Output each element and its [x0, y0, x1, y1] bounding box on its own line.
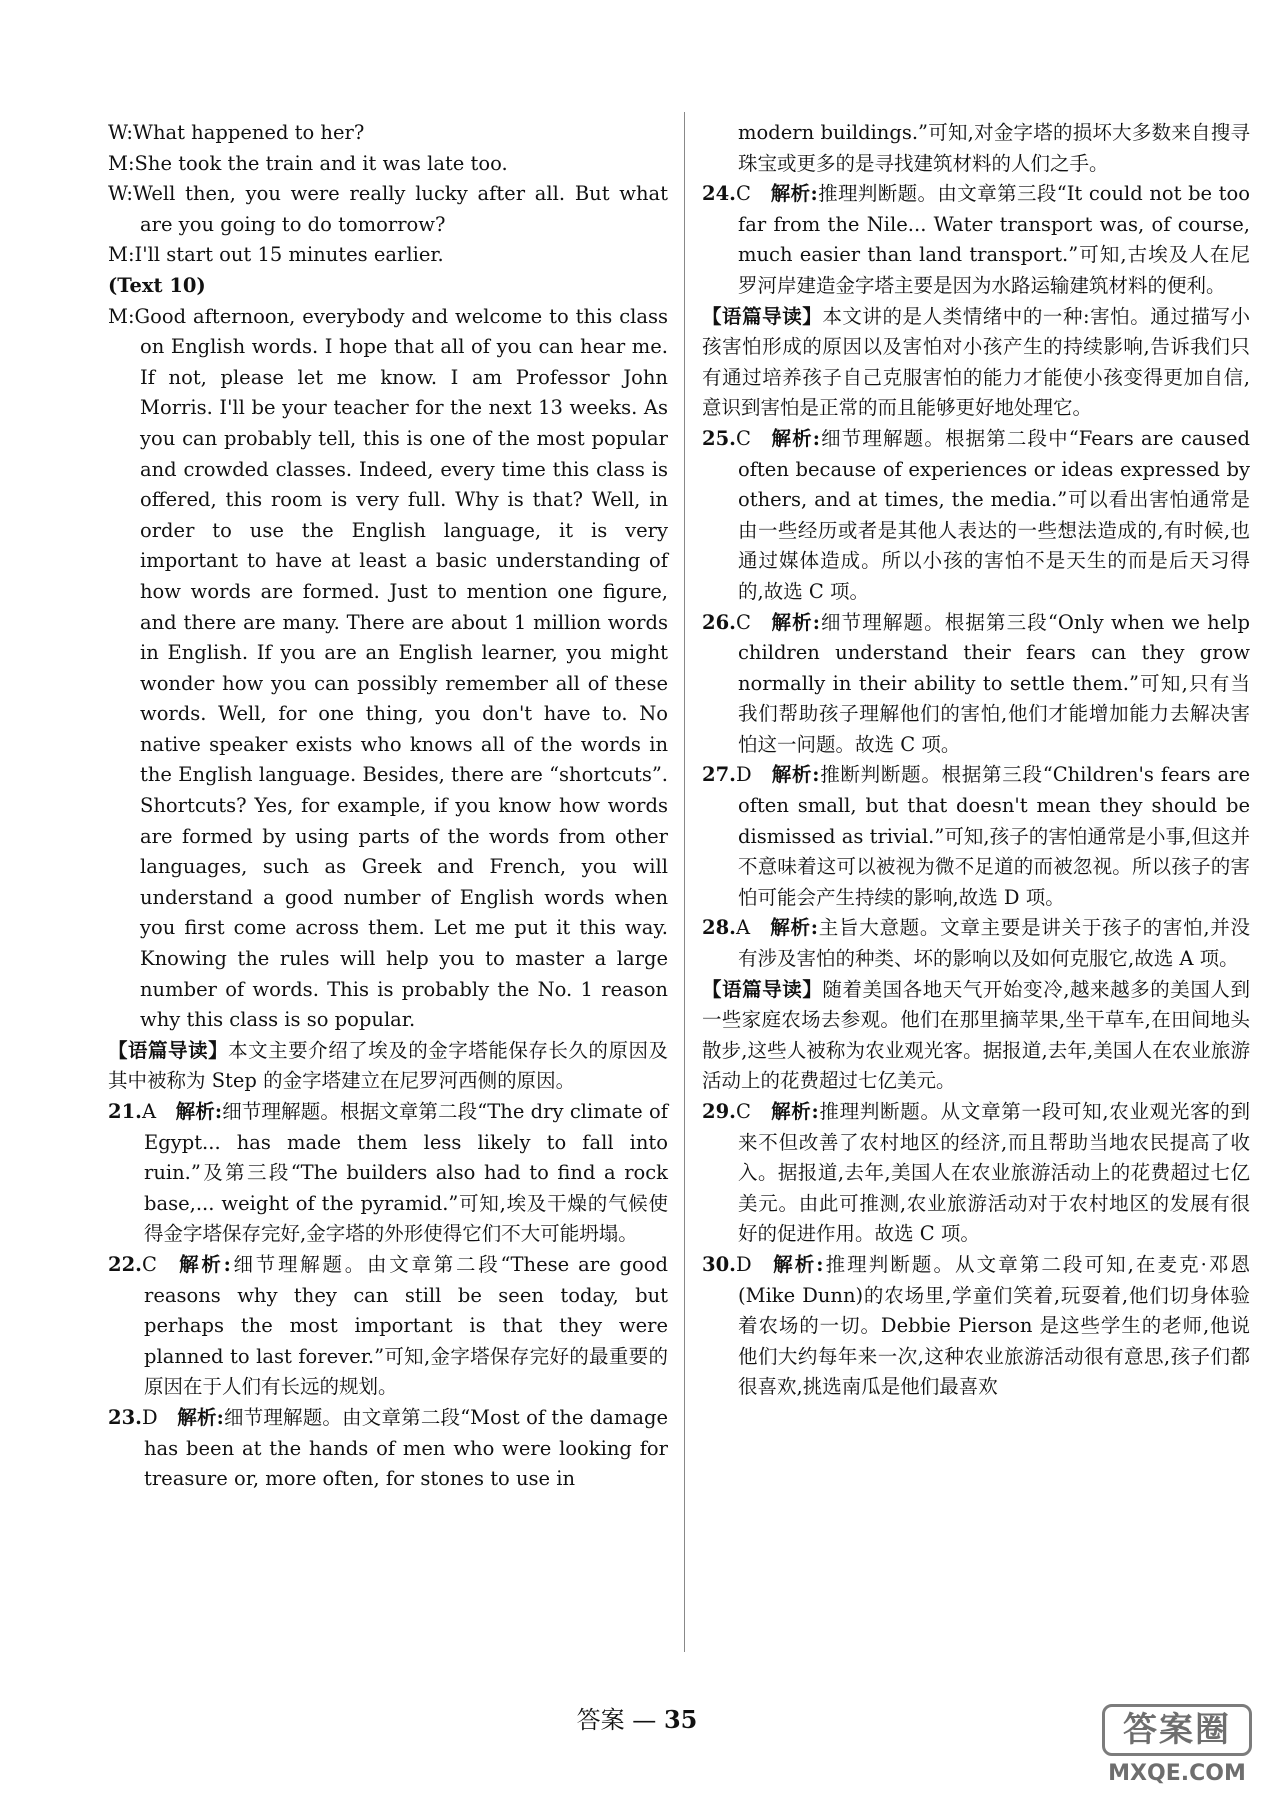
- dialog-text: She took the train and it was late too.: [134, 151, 508, 175]
- answer-text: 主旨大意题。文章主要是讲关于孩子的害怕,并没有涉及害怕的种类、坏的影响以及如何克服它,故选 A 项。: [738, 916, 1251, 971]
- answer-item: [702, 179, 1250, 301]
- page-number: 35: [663, 1705, 698, 1734]
- answer-text: 推理判断题。由文章第三段“It could not be too far from the Nile... Water transport was, of course, much easier than land transport.”可知,古埃及人在尼罗河岸建造金字塔主要是因为水路运输建筑材料的便利。: [738, 182, 1250, 297]
- guide-2: [702, 302, 1250, 424]
- answer-number: 25.: [702, 426, 736, 450]
- answers-right-a: [702, 179, 1250, 301]
- answers-right-b: [702, 424, 1250, 975]
- answer-item: [702, 760, 1250, 913]
- guide-2-text: 本文讲的是人类情绪中的一种:害怕。通过描写小孩害怕形成的原因以及害怕对小孩产生的持续影响,告诉我们只有通过培养孩子自己克服害怕的能力才能使小孩变得更加自信,意识到害怕是正常的而且能够更好地处理它。: [702, 304, 1250, 420]
- answer-number: 23.: [108, 1405, 142, 1429]
- dialog-line: [108, 149, 668, 180]
- answer-item: [702, 1250, 1250, 1403]
- footer-dash: —: [632, 1706, 657, 1734]
- answer-choice: C: [735, 610, 751, 634]
- answer-item: [108, 1250, 668, 1403]
- answer-number: 24.: [702, 182, 736, 206]
- answer-text: 细节理解题。根据第二段中“Fears are caused often because of experiences or ideas expressed by others, and at times, the media.”可以看出害怕通常是由一些经历或者是其他人表达的一些想法造成的,有时候,也通过媒体造成。所以小孩的害怕不是天生的而是后天习得的,故选 C 项。: [738, 426, 1251, 603]
- guide-1-tag: 【语篇导读】: [108, 1038, 229, 1062]
- watermark-logo: [1102, 1704, 1252, 1796]
- answer-label: 解析:: [175, 1100, 223, 1123]
- dialog-speaker: W:: [108, 182, 133, 206]
- guide-1-text: 本文主要介绍了埃及的金字塔能保存长久的原因及其中被称为 Step 的金字塔建立在尼罗河西侧的原因。: [108, 1038, 668, 1093]
- dialog-text: Well then, you were really lucky after all. But what are you going to do tomorrow?: [132, 182, 668, 236]
- answer-label: 解析:: [770, 182, 818, 206]
- text10-body: Good afternoon, everybody and welcome to this class on English words. I hope that all of you can hear me. If not, please let me know. I am Professor John Morris. I'll be your teacher for the next 13 weeks. As you can probably tell, this is one of the most popular and crowded classes. Indeed, every time this class is offered, this room is very full. Why is that? Well, in order to use the English language, it is very important to have at least a basic understanding of how words are formed. Just to mention one figure, and there are many. There are about 1 million words in English. If you are an English learner, you might wonder how you can possibly remember all of these words. Well, for one thing, you don't have to. No native speaker exists who knows all of the words in the English language. Besides, there are “shortcuts”. Shortcuts? Yes, for example, if you know how words are formed by using parts of the words from other languages, such as Greek and French, you will understand a good number of English words when you first come across them. Let me put it this way. Knowing the rules will help you to master a large number of words. This is probably the No. 1 reason why this class is so popular.: [134, 304, 668, 1032]
- answer-item: [702, 424, 1250, 608]
- answer-choice: D: [735, 763, 752, 787]
- answer-label: 解析:: [770, 1100, 819, 1123]
- answer-item: [108, 1403, 668, 1495]
- dialog-line: [108, 179, 668, 240]
- text10-header: (Text 10): [108, 273, 206, 297]
- column-divider: [684, 112, 685, 1652]
- answer-choice: A: [141, 1100, 157, 1123]
- dialog-speaker: W:: [108, 121, 133, 144]
- answer-text: 细节理解题。根据第三段“Only when we help children understand their fears can they grow normally in their ability to settle them.”可知,只有当我们帮助孩子理解他们的害怕,他们才能增加能力去解决害怕这一问题。故选 C 项。: [738, 610, 1250, 756]
- answer-choice: C: [735, 426, 751, 450]
- answer-label: 解析:: [771, 1252, 824, 1276]
- dialog-line: [108, 118, 668, 149]
- answer-text: 细节理解题。根据文章第二段“The dry climate of Egypt... has made them less likely to fall into ruin.”及第三段“The builders also had to find a rock base,... weight of the pyramid.”可知,埃及干燥的气候使得金字塔保存完好,金字塔的外形使得它们不大可能坍塌。: [144, 1100, 668, 1246]
- answer-number: 29.: [702, 1100, 736, 1123]
- answer-label: 解析:: [769, 916, 818, 940]
- answer-item: [702, 608, 1250, 761]
- guide-2-tag: 【语篇导读】: [702, 304, 823, 328]
- answer-label: 解析:: [770, 610, 820, 634]
- dialog-text: I'll start out 15 minutes earlier.: [134, 243, 444, 267]
- left-column: [108, 118, 668, 1495]
- right-column: [702, 118, 1250, 1403]
- guide-3-tag: 【语篇导读】: [702, 977, 823, 1001]
- dialog-speaker: M:: [108, 151, 135, 175]
- answer-number: 28.: [702, 916, 736, 940]
- dialog-text: What happened to her?: [132, 121, 365, 144]
- dialog-block: [108, 118, 668, 271]
- answer-number: 26.: [702, 610, 736, 634]
- answer-choice: A: [735, 916, 751, 940]
- text10-speaker: M:: [108, 304, 135, 328]
- dialog-speaker: M:: [108, 243, 135, 267]
- guide-3: [702, 975, 1250, 1097]
- dialog-line: [108, 240, 668, 271]
- text10-paragraph: [108, 302, 668, 1036]
- answer-23-continuation: modern buildings.”可知,对金字塔的损坏大多数来自搜寻珠宝或更多的是寻找建筑材料的人们之手。: [738, 121, 1250, 175]
- answer-choice: D: [141, 1405, 158, 1429]
- answer-label: 解析:: [177, 1405, 224, 1429]
- answer-text: 推理判断题。从文章第一段可知,农业观光客的到来不但改善了农村地区的经济,而且帮助当地农民提高了收入。据报道,去年,美国人在农业旅游活动上的花费超过七亿美元。由此可推测,农业旅游活动对于农村地区的发展有很好的促进作用。故选 C 项。: [738, 1100, 1250, 1246]
- answer-item: [702, 913, 1250, 974]
- answer-number: 30.: [702, 1252, 736, 1276]
- answer-label: 解析:: [176, 1252, 231, 1276]
- answer-text: 推断判断题。根据第三段“Children's fears are often small, but that doesn't mean they should be dismissed as trivial.”可知,孩子的害怕通常是小事,但这并不意味着这可以被视为微不足道的而被忽视。所以孩子的害怕可能会产生持续的影响,故选 D 项。: [738, 763, 1250, 909]
- answer-choice: C: [735, 1100, 751, 1123]
- answer-choice: C: [141, 1252, 157, 1276]
- answer-text: 细节理解题。由文章第二段“Most of the damage has been at the hands of men who were looking for treasure or, more often, for stones to use in: [144, 1405, 668, 1491]
- answer-choice: C: [735, 182, 751, 206]
- page-footer: [0, 1700, 1274, 1735]
- answer-number: 27.: [702, 763, 736, 787]
- answer-number: 21.: [108, 1100, 142, 1123]
- watermark-bottom: MXQE.COM: [1108, 1761, 1246, 1786]
- answers-left: [108, 1097, 668, 1495]
- answer-item: [702, 1097, 1250, 1250]
- answer-number: 22.: [108, 1252, 142, 1276]
- answer-label: 解析:: [770, 426, 820, 450]
- footer-label: 答案: [576, 1706, 625, 1734]
- answer-text: 细节理解题。由文章第二段“These are good reasons why they can still be seen today, but perhaps the most important is that they were planned to last forever.”可知,金字塔保存完好的最重要的原因在于人们有长远的规划。: [144, 1252, 669, 1399]
- answers-right-c: [702, 1097, 1250, 1403]
- answer-choice: D: [735, 1252, 752, 1276]
- answer-label: 解析:: [771, 763, 820, 787]
- answer-text: 推理判断题。从文章第二段可知,在麦克·邓恩(Mike Dunn)的农场里,学童们笑着,玩耍着,他们切身体验着农场的一切。Debbie Pierson 是这些学生的老师,他说他们大约每年来一次,这种农业旅游活动很有意思,孩子们都很喜欢,挑选南瓜是他们最喜欢: [738, 1252, 1250, 1399]
- guide-1: [108, 1036, 668, 1097]
- answer-item: [108, 1097, 668, 1250]
- guide-3-text: 随着美国各地天气开始变冷,越来越多的美国人到一些家庭农场去参观。他们在那里摘苹果,坐干草车,在田间地头散步,这些人被称为农业观光客。据报道,去年,美国人在农业旅游活动上的花费超过七亿美元。: [702, 977, 1250, 1093]
- watermark-top: 答案圈: [1102, 1704, 1252, 1756]
